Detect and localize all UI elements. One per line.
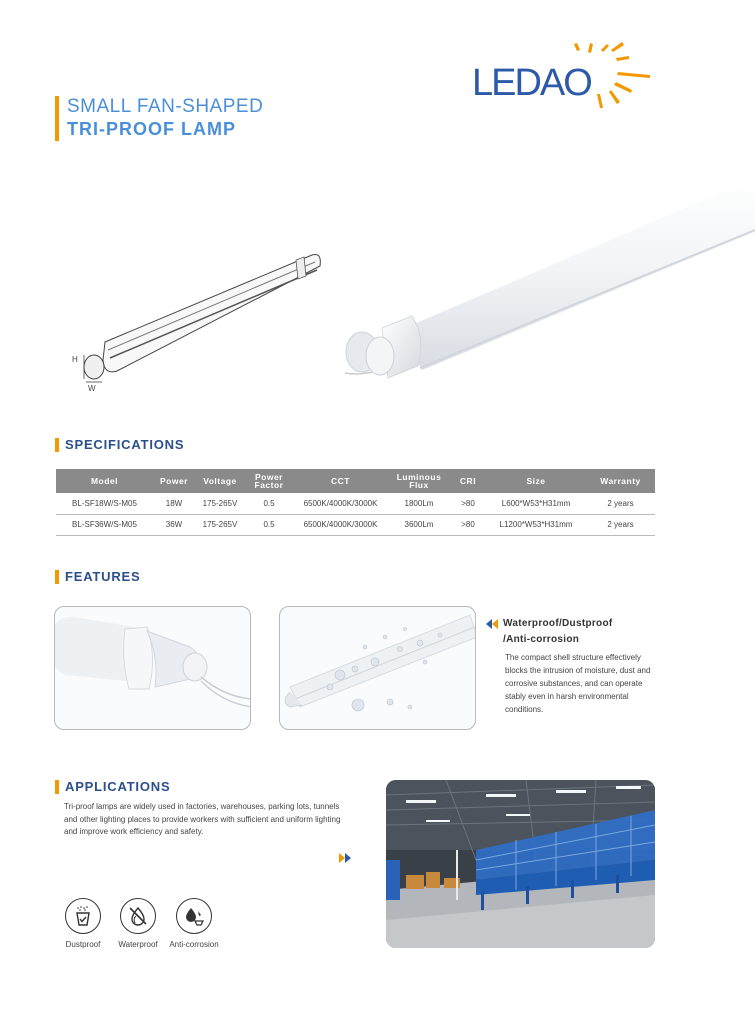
cell-warranty: 2 years	[586, 493, 655, 514]
applications-description: Tri-proof lamps are widely used in factories, warehouses, parking lots, tunnels and other lighting places to provide workers with sufficient and uniform lighting and improve work efficiency and safety.	[64, 802, 341, 836]
waterproof-icon	[120, 898, 156, 934]
factory-photo	[386, 780, 655, 948]
header-power-factor: Power Factor	[245, 469, 293, 493]
specifications-heading: SPECIFICATIONS	[55, 438, 184, 452]
waterproof-feature	[108, 898, 168, 949]
header-cri: CRI	[450, 469, 486, 493]
title-line-2: TRI-PROOF LAMP	[67, 119, 236, 139]
product-title	[55, 96, 263, 141]
features-heading: FEATURES	[55, 570, 141, 584]
anti-corrosion-label: Anti-corrosion	[169, 940, 219, 949]
header-warranty: Warranty	[586, 469, 655, 493]
specifications-table	[56, 469, 655, 536]
dustproof-label: Dustproof	[65, 940, 101, 949]
dimension-h-label: H	[72, 355, 78, 364]
cell-voltage: 175-265V	[195, 514, 245, 535]
cell-cri: >80	[450, 493, 486, 514]
cell-luminous-flux: 3600Lm	[388, 514, 450, 535]
cell-warranty: 2 years	[586, 514, 655, 535]
cell-power-factor: 0.5	[245, 493, 293, 514]
cell-size: L600*W53*H31mm	[486, 493, 586, 514]
brand-name: LEDAO	[472, 62, 591, 104]
table-row	[56, 514, 655, 535]
feature-description: The compact shell structure effectively blocks the intrusion of moisture, dust and corrosive substances, and can operate stably even in harsh environmental conditions.	[505, 653, 651, 714]
dustproof-icon	[65, 898, 101, 934]
dimension-w-label: W	[88, 384, 96, 393]
large-lamp	[345, 178, 755, 378]
cell-size: L1200*W53*H31mm	[486, 514, 586, 535]
cell-model: BL-SF36W/S-M05	[56, 514, 153, 535]
anti-corrosion-feature	[164, 898, 224, 949]
cell-cct: 6500K/4000K/3000K	[293, 493, 388, 514]
dustproof-feature	[53, 898, 113, 949]
applications-arrow-icon	[339, 853, 351, 863]
feature-title-line-2: /Anti-corrosion	[503, 634, 580, 645]
header-luminous-flux: Luminous Flux	[388, 469, 450, 493]
feature-title	[503, 616, 613, 648]
cell-luminous-flux: 1800Lm	[388, 493, 450, 514]
header-size: Size	[486, 469, 586, 493]
brand-logo	[470, 40, 655, 110]
feature-title-line-1: Waterproof/Dustproof	[503, 618, 613, 629]
dimension-diagram	[72, 254, 320, 393]
header-power: Power	[153, 469, 195, 493]
cell-model: BL-SF18W/S-M05	[56, 493, 153, 514]
header-cct: CCT	[293, 469, 388, 493]
cell-power: 36W	[153, 514, 195, 535]
feature-image-closeup	[54, 606, 251, 730]
cell-power: 18W	[153, 493, 195, 514]
waterproof-label: Waterproof	[118, 940, 158, 949]
cell-cct: 6500K/4000K/3000K	[293, 514, 388, 535]
table-row	[56, 493, 655, 514]
applications-heading: APPLICATIONS	[55, 780, 170, 794]
cell-voltage: 175-265V	[195, 493, 245, 514]
header-voltage: Voltage	[195, 469, 245, 493]
feature-arrow-icon	[486, 619, 498, 629]
cell-cri: >80	[450, 514, 486, 535]
cell-power-factor: 0.5	[245, 514, 293, 535]
anti-corrosion-icon	[176, 898, 212, 934]
hero-product-image	[0, 170, 755, 410]
header-model: Model	[56, 469, 153, 493]
table-header-row	[56, 469, 655, 493]
title-line-1: SMALL FAN-SHAPED	[67, 96, 264, 117]
feature-image-water-droplets	[279, 606, 476, 730]
